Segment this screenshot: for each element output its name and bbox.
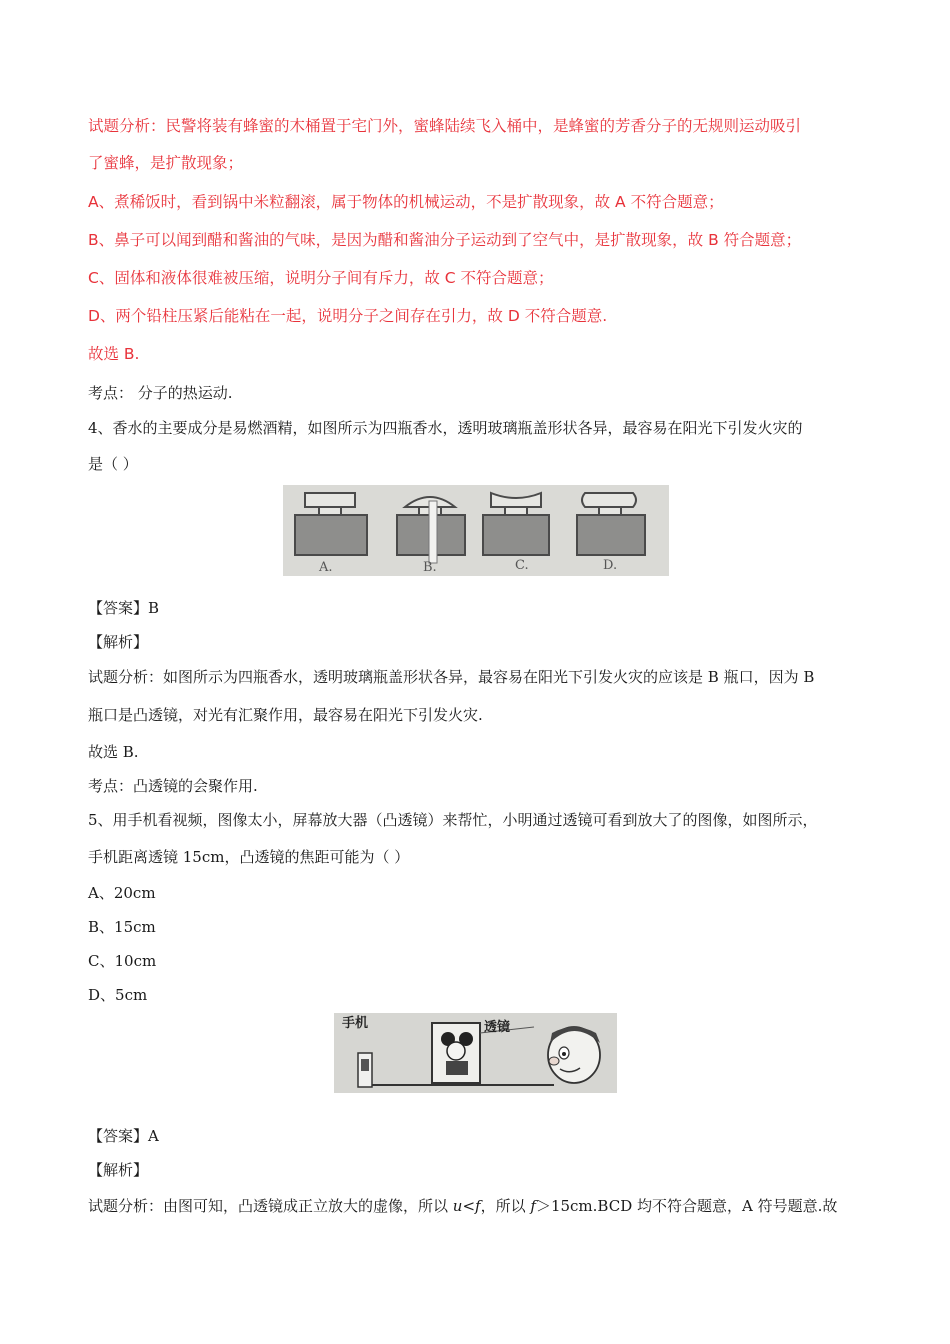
q5-analysis-pre: 试题分析：由图可知，凸透镜成正立放大的虚像，所以 xyxy=(88,1197,453,1215)
q5-option-a: A、20cm xyxy=(88,884,156,902)
bottle-label-d: D. xyxy=(603,558,618,573)
q5-analysis-mid: ，所以 xyxy=(480,1197,531,1215)
phone-lens-figure xyxy=(334,1013,617,1093)
analysis3-option-c: C、固体和液体很难被压缩，说明分子间有斥力，故 C 不符合题意； xyxy=(88,269,554,287)
analysis3-line1: 试题分析：民警将装有蜂蜜的木桶置于宅门外，蜜蜂陆续飞入桶中，是蜂蜜的芳香分子的无规则运动吸引 xyxy=(88,117,802,135)
var-f2: f xyxy=(530,1197,536,1215)
lt-sign: < xyxy=(462,1197,476,1215)
q4-point: 考点：凸透镜的会聚作用. xyxy=(88,777,258,795)
q5-stem-line2: 手机距离透镜 15cm，凸透镜的焦距可能为（ ） xyxy=(88,848,410,866)
analysis3-option-b: B、鼻子可以闻到醋和酱油的气味，是因为醋和酱油分子运动到了空气中，是扩散现象，故 B 符合题意； xyxy=(88,231,802,249)
phone-icon xyxy=(358,1053,372,1087)
q5-analysis-line1 xyxy=(88,1196,837,1216)
q5-analysis-post: ＞15cm.BCD 均不符合题意，A 符号题意.故 xyxy=(535,1197,838,1215)
phone-label xyxy=(342,1015,368,1031)
q4-analysis-title: 【解析】 xyxy=(88,633,149,651)
q4-analysis-line1: 试题分析：如图所示为四瓶香水，透明玻璃瓶盖形状各异，最容易在阳光下引发火灾的应该是 B 瓶口，因为 B xyxy=(88,668,815,686)
q4-choice: 故选 B. xyxy=(88,743,139,761)
bottle-d xyxy=(577,493,645,555)
phone-label-text: 手机 xyxy=(342,1016,369,1031)
boy-face-icon xyxy=(548,1027,600,1083)
analysis3-point: 考点： 分子的热运动. xyxy=(88,384,233,402)
bottle-label-c: C. xyxy=(515,558,529,573)
q5-answer: 【答案】A xyxy=(88,1127,159,1145)
bottle-label-a: A. xyxy=(319,560,333,575)
q5-option-d: D、5cm xyxy=(88,986,148,1004)
var-f1: f xyxy=(475,1197,481,1215)
analysis3-choice: 故选 B. xyxy=(88,345,140,363)
q5-option-b: B、15cm xyxy=(88,918,156,936)
q5-stem-line1: 5、用手机看视频，图像太小，屏幕放大器（凸透镜）来帮忙，小明通过透镜可看到放大了的图像，如图所示， xyxy=(88,811,818,829)
analysis3-option-a: A、煮稀饭时，看到锅中米粒翻滚，属于物体的机械运动，不是扩散现象，故 A 不符合题意； xyxy=(88,193,724,211)
lens-label: 透镜 xyxy=(484,1020,511,1035)
analysis3-option-d: D、两个铅柱压紧后能粘在一起，说明分子之间存在引力，故 D 不符合题意. xyxy=(88,307,608,325)
q4-stem-line2: 是（ ） xyxy=(88,455,138,473)
var-u: u xyxy=(452,1197,463,1215)
bottle-b xyxy=(397,497,465,563)
q4-analysis-line2: 瓶口是凸透镜，对光有汇聚作用，最容易在阳光下引发火灾. xyxy=(88,706,483,724)
q5-analysis-title: 【解析】 xyxy=(88,1161,149,1179)
perfume-bottles-figure xyxy=(283,485,669,576)
q4-answer: 【答案】B xyxy=(88,599,160,617)
analysis3-line2: 了蜜蜂，是扩散现象； xyxy=(88,154,244,172)
bottle-label-b: B. xyxy=(423,560,437,575)
q4-stem-line1: 4、香水的主要成分是易燃酒精，如图所示为四瓶香水，透明玻璃瓶盖形状各异，最容易在阳光下引发火灾的 xyxy=(88,419,803,437)
q5-option-c: C、10cm xyxy=(88,952,157,970)
bottle-c xyxy=(483,493,549,555)
